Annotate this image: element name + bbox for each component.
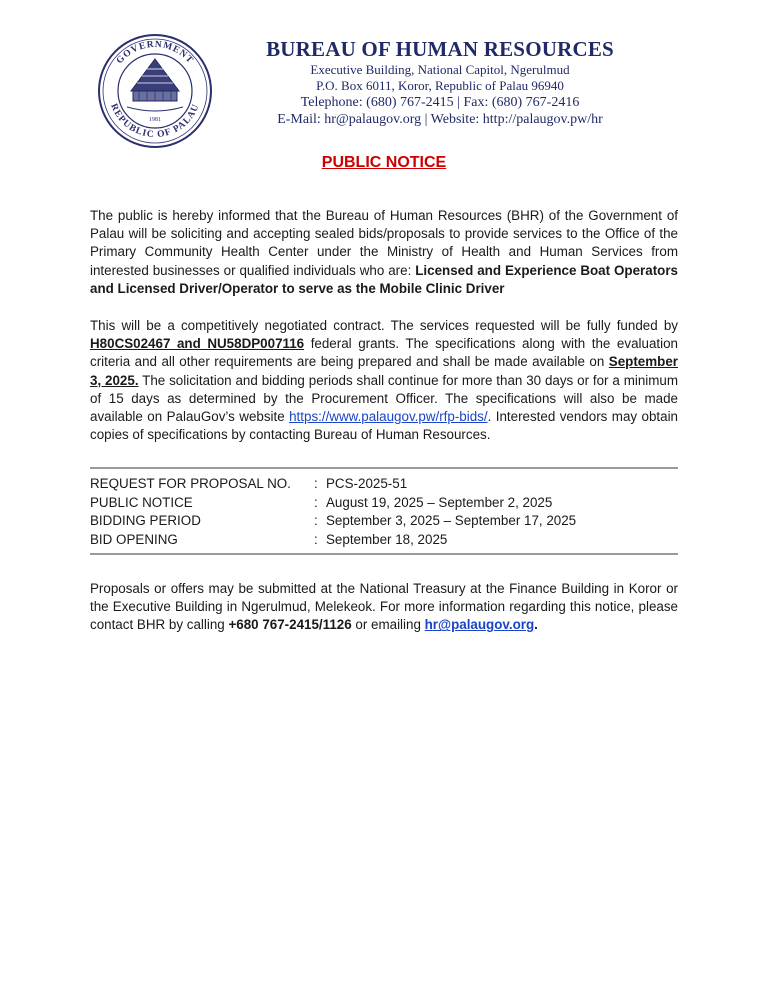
bid-opening-value: September 18, 2025 [326,531,448,547]
details-table [90,475,678,549]
bidding-period-value: September 3, 2025 – September 17, 2025 [326,513,577,528]
public-notice-label: PUBLIC NOTICE [90,494,193,510]
phone-line: Telephone: (680) 767-2415 | Fax: (680) 767-2416 [300,95,580,110]
contact-email-link[interactable]: hr@palaugov.org [424,617,535,633]
bidding-period-label: BIDDING PERIOD [90,513,201,528]
contract-paragraph: This will be a competitively negotiated contract. The services requested will be fully funded by H80CS02467 and NU58DP007116 federal grants. The specifications along with the evaluation criteria and all other requirements are being prepared and shall be made available on September 3, 2025. The solicitation and bidding periods shall continue for more than 30 days or for a minimum of 15 days as determined by the Procurement Officer. The specifications will also be made available on PalauGov’s website https://www.palaugov.pw/rfp-bids/. Interested vendors may obtain copies of specifications by contacting Bureau of Human Resources. [90,318,678,443]
org-name: BUREAU OF HUMAN RESOURCES [266,37,614,61]
rfp-bids-link[interactable]: https://www.palaugov.pw/rfp-bids/ [289,409,488,425]
public-notice-value: August 19, 2025 – September 2, 2025 [326,494,553,510]
seal-year: 1981 [149,117,161,123]
table-top-divider [90,467,678,469]
contact-phone: +680 767-2415/1126 [228,617,352,633]
notice-title: PUBLIC NOTICE [321,154,447,171]
rfp-number-value: PCS-2025-51 [326,476,408,491]
seal-top-text: GOVERNMENT [114,39,196,67]
availability-date: September 3, 2025. [90,354,678,388]
email-line: E-Mail: hr@palaugov.org | Website: http://palaugov.pw/hr [277,112,603,127]
letterhead [230,36,650,128]
submission-paragraph: Proposals or offers may be submitted at the National Treasury at the Finance Building in Koror or the Executive Building in Ngerulmud, Melekeok. For more information regarding this notice, please contact BHR by calling +680 767-2415/1126 or emailing hr@palaugov.org. [90,581,678,633]
address-line-2: P.O. Box 6011, Koror, Republic of Palau 96940 [316,78,564,93]
grant-numbers: H80CS02467 and NU58DP007116 [90,336,305,352]
address-line-1: Executive Building, National Capitol, Ngerulmud [310,62,570,77]
services-sought: Licensed and Experience Boat Operators and Licensed Driver/Operator to serve as the Mobile Clinic Driver [90,262,679,296]
table-row: PUBLIC NOTICE : August 19, 2025 – September 2, 2025 [90,494,678,513]
rfp-number-label: REQUEST FOR PROPOSAL NO. [90,476,291,491]
table-row: BID OPENING : September 18, 2025 [90,531,678,550]
government-seal [97,33,213,149]
bid-opening-label: BID OPENING [90,531,178,547]
table-row: BIDDING PERIOD : September 3, 2025 – September 17, 2025 [90,512,678,531]
intro-paragraph: The public is hereby informed that the Bureau of Human Resources (BHR) of the Government of Palau will be soliciting and accepting sealed bids/proposals to provide services to the Office of the Primary Community Health Center under the Ministry of Health and Human Services from interested businesses or qualified individuals who are: Licensed and Experience Boat Operators and Licensed Driver/Operator to serve as the Mobile Clinic Driver [90,208,679,296]
table-bottom-divider [90,553,678,555]
table-row: REQUEST FOR PROPOSAL NO. : PCS-2025-51 [90,475,678,494]
seal-bottom-text: REPUBLIC OF PALAU [108,102,202,141]
